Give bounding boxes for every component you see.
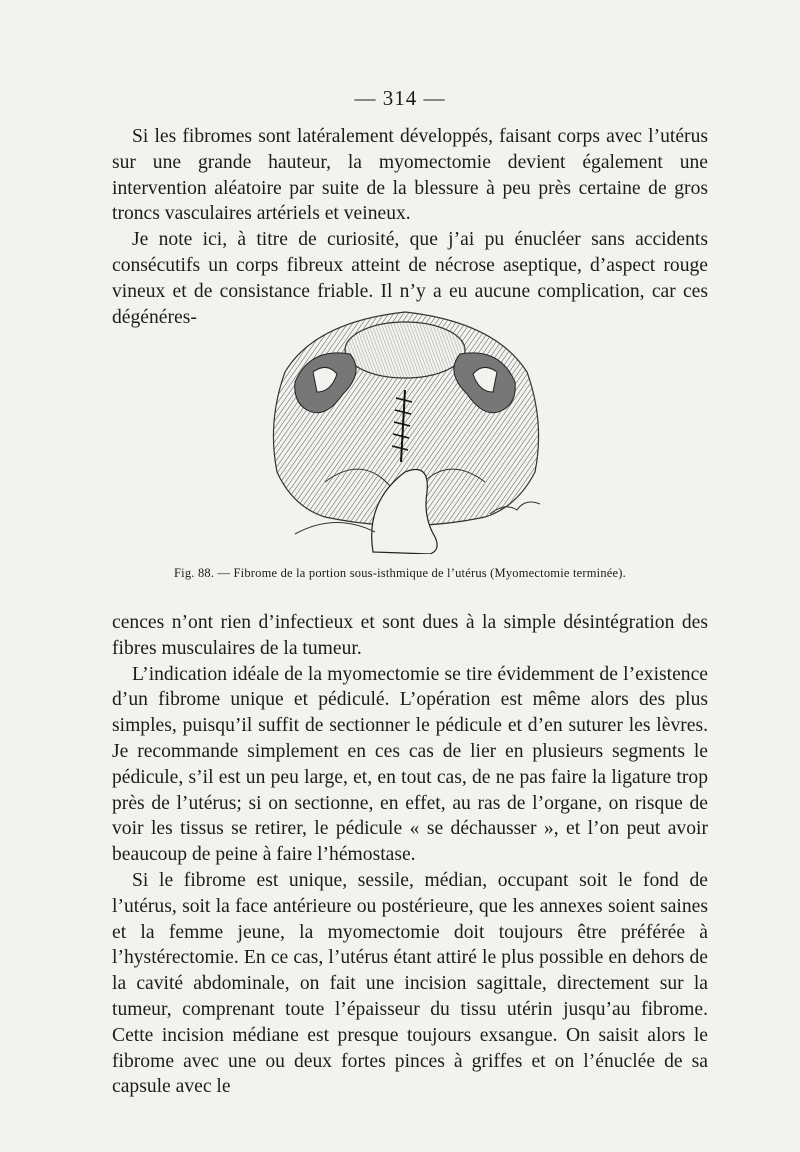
paragraph: Si les fibromes sont latéralement développés, faisant corps avec l’utérus sur une grande hauteur, la myomectomie devient également une intervention aléatoire par suite de la blessure à peu près certaine de gros troncs vasculaires artériels et veineux. <box>112 126 708 225</box>
text-block-top <box>112 124 708 330</box>
figure-88-illustration <box>255 302 555 554</box>
text-block-bottom <box>112 610 708 1100</box>
page-number: — 314 — <box>354 86 446 110</box>
paragraph: Si le fibrome est unique, sessile, médian, occupant soit le fond de l’utérus, soit la face antérieure ou postérieure, que les annexes soient saines et la femme jeune, la myomectomie doit toujours être préférée à l’hystérectomie. En ce cas, l’utérus étant attiré le plus possible en dehors de la cavité abdominale, on fait une incision sagittale, directement sur la tumeur, comprenant toute l’épaisseur du tissu utérin jusqu’au fibrome. Cette incision médiane est presque toujours exsangue. On saisit alors le fibrome avec une ou deux fortes pinces à griffes et on l’énuclée de sa capsule avec le <box>112 869 708 1098</box>
paragraph: L’indication idéale de la myomectomie se tire évidemment de l’existence d’un fibrome unique et pédiculé. L’opération est même alors des plus simples, puisqu’il suffit de sectionner le pédicule et d’en suturer les lèvres. Je recommande simplement en ces cas de lier en plusieurs segments le pédicule, s’il est un peu large, et, en tout cas, de ne pas faire la ligature trop près de l’utérus; si on sectionne, en effet, au ras de l’organe, on risque de voir les tissus se retirer, le pédicule « se déchausser », et l’on peut avoir beaucoup de peine à faire l’hémostase. <box>112 663 708 866</box>
figure-caption: Fig. 88. — Fibrome de la portion sous-isthmique de l’utérus (Myomectomie terminée). <box>174 566 626 580</box>
paragraph: cences n’ont rien d’infectieux et sont dues à la simple désintégration des fibres musculaires de la tumeur. <box>112 612 708 659</box>
paragraph: Je note ici, à titre de curiosité, que j’ai pu énucléer sans accidents consécutifs un corps fibreux atteint de nécrose aseptique, d’aspect rouge vineux et de consistance friable. Il n’y a eu aucune complication, car ces dégénéres- <box>112 229 708 328</box>
